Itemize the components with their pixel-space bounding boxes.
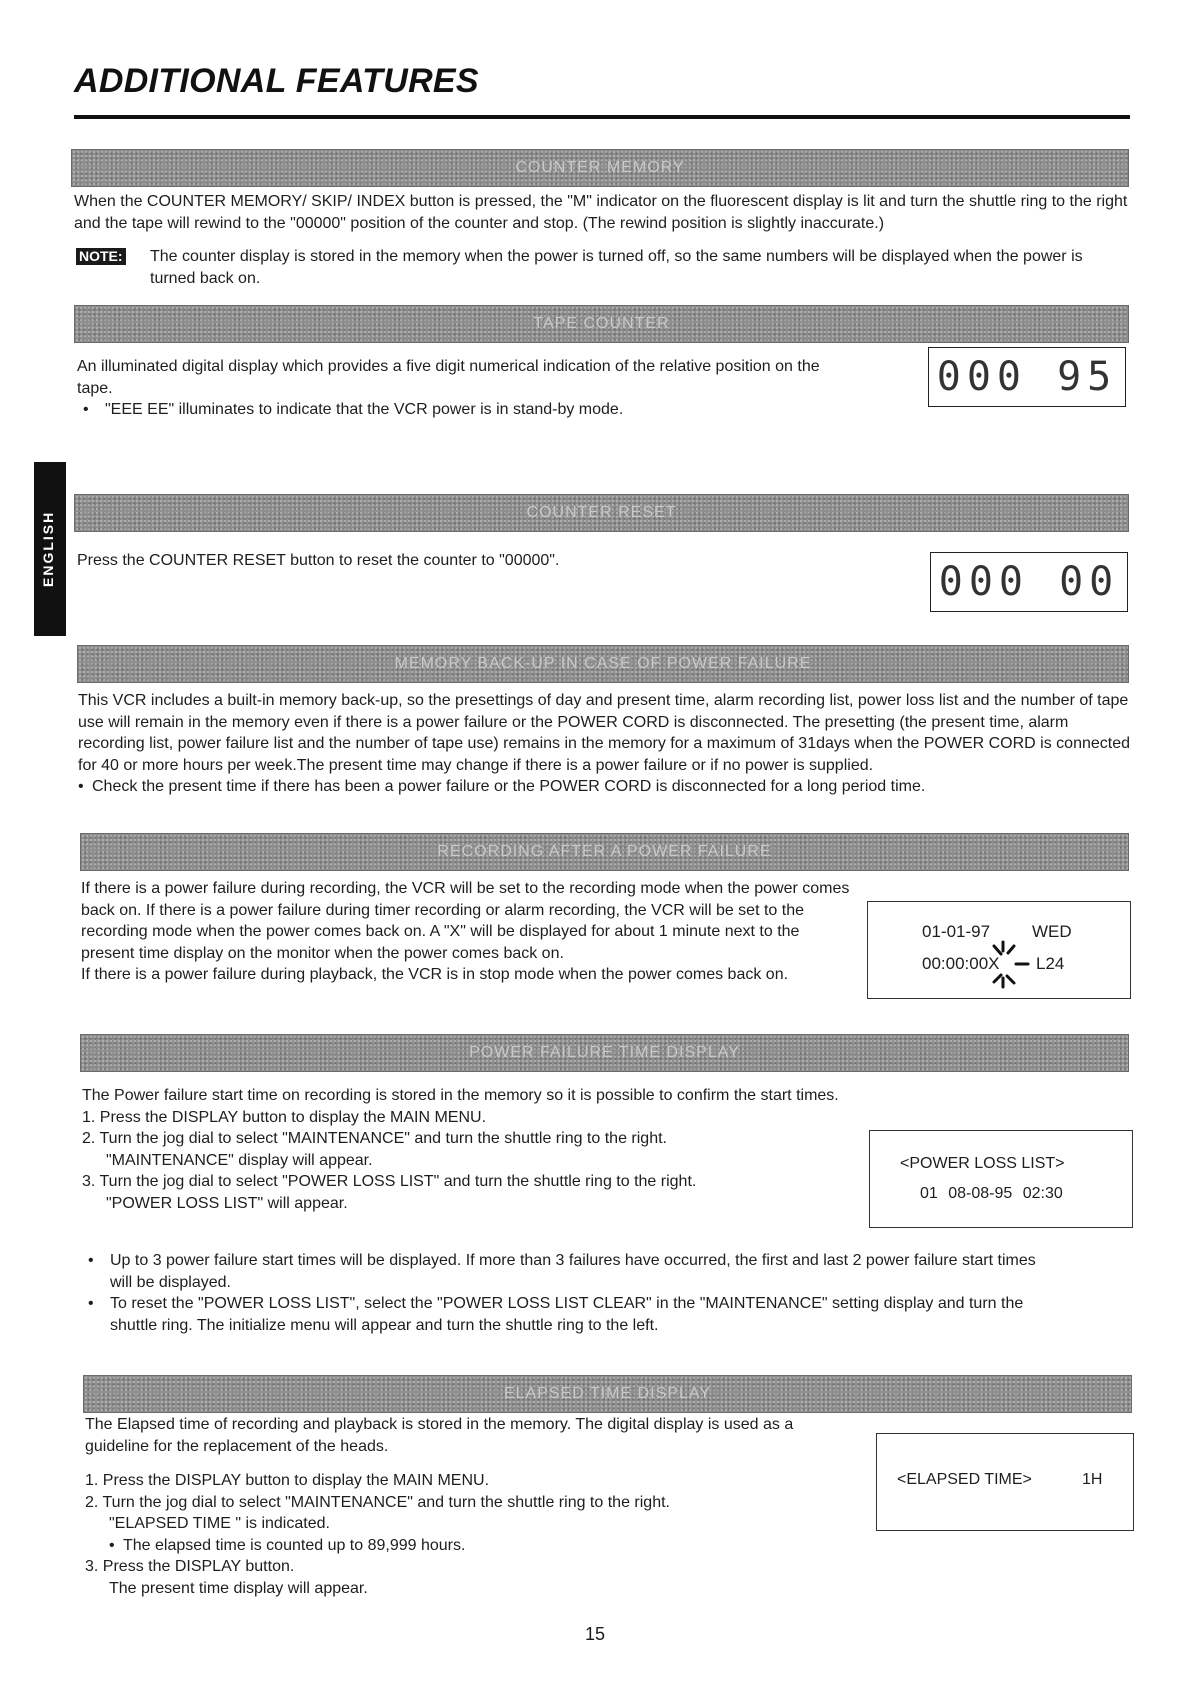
step-item: 3. Press the DISPLAY button. [85, 1558, 295, 1576]
section-heading: COUNTER RESET [526, 504, 677, 521]
display-day: WED [1032, 922, 1072, 941]
page-title: ADDITIONAL FEATURES [74, 62, 479, 100]
recording-after-body [81, 878, 851, 986]
elapsed-display-box [876, 1433, 1134, 1531]
step-item: 2. Turn the jog dial to select "MAINTENANCE" and turn the shuttle ring to the right. [85, 1493, 670, 1511]
display-time: 00:00:00X [922, 954, 1000, 973]
recording-display-box [867, 901, 1131, 999]
paragraph: Press the COUNTER RESET button to reset the counter to "00000". [77, 552, 560, 569]
counter-reset-display: 000 00 [930, 552, 1128, 612]
step-item: 1. Press the DISPLAY button to display the MAIN MENU. [82, 1108, 487, 1126]
display-title: <POWER LOSS LIST> [900, 1155, 1065, 1172]
tape-counter-display: 000 95 [928, 347, 1126, 407]
power-failure-bullets [82, 1250, 1042, 1336]
bullet-item: • The elapsed time is counted up to 89,999 hours. [109, 1535, 855, 1557]
note-block [74, 246, 1130, 289]
elapsed-time-body [85, 1414, 825, 1457]
step-note: "MAINTENANCE" display will appear. [106, 1151, 373, 1169]
display-value: 1H [1082, 1471, 1103, 1488]
section-heading: ELAPSED TIME DISPLAY [503, 1385, 712, 1402]
bullet-item: • Up to 3 power failure start times will be displayed. If more than 3 failures have occurred, the first and last 2 power failure start times will be displayed. [82, 1250, 1042, 1293]
display-date: 01-01-97 [922, 922, 991, 941]
step-note: "ELAPSED TIME " is indicated. [109, 1515, 330, 1533]
display-label: <ELAPSED TIME> [897, 1471, 1032, 1488]
flash-icon [972, 940, 1030, 992]
section-bar-tape-counter [74, 305, 1129, 343]
section-heading: POWER FAILURE TIME DISPLAY [469, 1044, 740, 1061]
page-number: 15 [584, 1624, 606, 1644]
section-bar-memory-backup [77, 645, 1129, 683]
step-note: The present time display will appear. [109, 1579, 368, 1597]
step-item: 2. Turn the jog dial to select "MAINTENANCE" and turn the shuttle ring to the right. [82, 1130, 667, 1148]
section-heading: MEMORY BACK-UP IN CASE OF POWER FAILURE [394, 655, 812, 672]
title-rule [74, 115, 1130, 119]
paragraph: The Elapsed time of recording and playback is stored in the memory. The digital display is used as a guideline for the replacement of the heads. [85, 1416, 794, 1455]
step-item: 1. Press the DISPLAY button to display the MAIN MENU. [85, 1472, 490, 1489]
section-bar-power-failure-time [80, 1034, 1129, 1072]
tape-counter-body [77, 356, 857, 421]
counter-reset-body [77, 550, 857, 572]
step-note: "POWER LOSS LIST" will appear. [106, 1194, 348, 1212]
language-tab [34, 462, 66, 636]
note-text: The counter display is stored in the memory when the power is turned off, so the same numbers will be displayed when the power is turned back on. [150, 248, 1083, 287]
counter-memory-body [74, 191, 1130, 234]
bullet-item: • To reset the "POWER LOSS LIST", select the "POWER LOSS LIST CLEAR" in the "MAINTENANCE" setting display and turn the shuttle ring. The initialize menu will appear and turn the shuttle ring to the left. [82, 1293, 1042, 1336]
paragraph: When the COUNTER MEMORY/ SKIP/ INDEX button is pressed, the "M" indicator on the fluorescent display is lit and turn the shuttle ring to the right and the tape will rewind to the "00000" position of the counter and stop. (The rewind position is slightly inaccurate.) [74, 193, 1128, 232]
display-entry: 01 08-08-95 02:30 [920, 1185, 1063, 1202]
section-bar-recording-after [80, 833, 1129, 871]
power-loss-display-box [869, 1130, 1133, 1228]
paragraph: The Power failure start time on recording is stored in the memory so it is possible to confirm the start times. [82, 1087, 839, 1104]
section-bar-elapsed-time [83, 1375, 1132, 1413]
power-failure-time-body [82, 1085, 852, 1215]
section-heading: RECORDING AFTER A POWER FAILURE [437, 843, 772, 860]
elapsed-time-steps [85, 1470, 855, 1600]
display-speed: L24 [1036, 954, 1065, 973]
paragraph: This VCR includes a built-in memory back-up, so the presettings of day and present time, alarm recording list, power loss list and the number of tape use will remain in the memory even if there is a power failure or the POWER CORD is disconnected. The presetting (the present time, alarm recording list, power failure list and the number of tape use) remains in the memory for a maximum of 31days when the POWER CORD is connected for 40 or more hours per week.The present time may change if there is a power failure or if no power is supplied. [78, 692, 1131, 774]
paragraph: An illuminated digital display which provides a five digit numerical indication of the relative position on the tape. [77, 358, 820, 397]
step-item: 3. Turn the jog dial to select "POWER LOSS LIST" and turn the shuttle ring to the right. [82, 1173, 697, 1191]
section-bar-counter-reset [74, 494, 1129, 532]
paragraph: If there is a power failure during recording, the VCR will be set to the recording mode when the power comes back on. If there is a power failure during timer recording or alarm recording, the VCR will be set to the recording mode when the power comes back on. A "X" will be displayed for about 1 minute next to the present time display on the monitor when the power comes back on. [81, 880, 850, 962]
section-heading: TAPE COUNTER [533, 315, 670, 332]
note-badge: NOTE: [76, 248, 126, 265]
paragraph: If there is a power failure during playback, the VCR is in stop mode when the power comes back on. [81, 966, 789, 984]
bullet-item: • "EEE EE" illuminates to indicate that the VCR power is in stand-by mode. [77, 399, 857, 421]
bullet-item: • Check the present time if there has been a power failure or the POWER CORD is disconnected for a long period time. [78, 776, 1130, 798]
language-tab-label: ENGLISH [40, 510, 56, 588]
memory-backup-body [78, 690, 1130, 798]
section-bar-counter-memory [71, 149, 1129, 187]
section-heading: COUNTER MEMORY [515, 159, 685, 176]
